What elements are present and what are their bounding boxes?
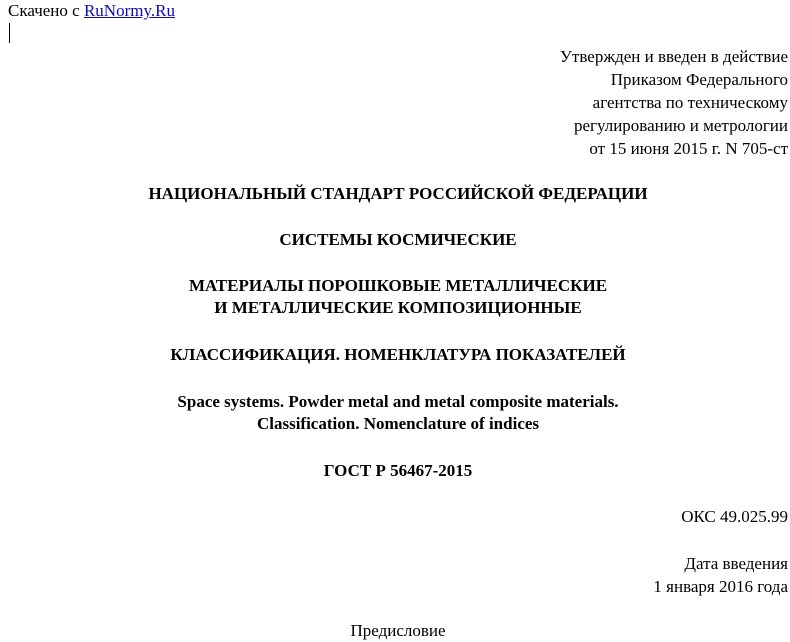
intro-date: 1 января 2016 года bbox=[653, 577, 788, 596]
approval-line: Приказом Федерального bbox=[610, 70, 788, 89]
source-line bbox=[8, 1, 175, 21]
materials-title-line: МАТЕРИАЛЫ ПОРОШКОВЫЕ МЕТАЛЛИЧЕСКИЕ bbox=[188, 276, 608, 295]
materials-title-line: И МЕТАЛЛИЧЕСКИЕ КОМПОЗИЦИОННЫЕ bbox=[214, 298, 582, 317]
source-prefix: Скачено с bbox=[8, 1, 80, 20]
standard-title: НАЦИОНАЛЬНЫЙ СТАНДАРТ РОССИЙСКОЙ ФЕДЕРАЦИИ bbox=[148, 184, 648, 203]
gost-number: ГОСТ Р 56467-2015 bbox=[323, 461, 473, 480]
classification-title: КЛАССИФИКАЦИЯ. НОМЕНКЛАТУРА ПОКАЗАТЕЛЕЙ bbox=[170, 345, 626, 364]
english-title-line: Space systems. Powder metal and metal composite materials. bbox=[177, 392, 619, 411]
english-title bbox=[0, 391, 790, 435]
approval-line: от 15 июня 2015 г. N 705-ст bbox=[589, 139, 788, 158]
intro-label: Дата введения bbox=[684, 554, 788, 573]
preface-heading: Предисловие bbox=[350, 621, 446, 640]
systems-title: СИСТЕМЫ КОСМИЧЕСКИЕ bbox=[279, 230, 517, 249]
approval-line: агентства по техническому bbox=[592, 93, 788, 112]
materials-title bbox=[0, 275, 790, 319]
source-link[interactable]: RuNormy.Ru bbox=[83, 1, 175, 20]
intro-date-block bbox=[653, 552, 788, 598]
approval-line: Утвержден и введен в действие bbox=[559, 47, 788, 66]
okc-code: ОКС 49.025.99 bbox=[681, 507, 788, 526]
approval-block bbox=[560, 45, 788, 160]
english-title-line: Classification. Nomenclature of indices bbox=[256, 414, 540, 433]
approval-line: регулированию и метрологии bbox=[573, 116, 788, 135]
text-caret bbox=[9, 23, 10, 43]
